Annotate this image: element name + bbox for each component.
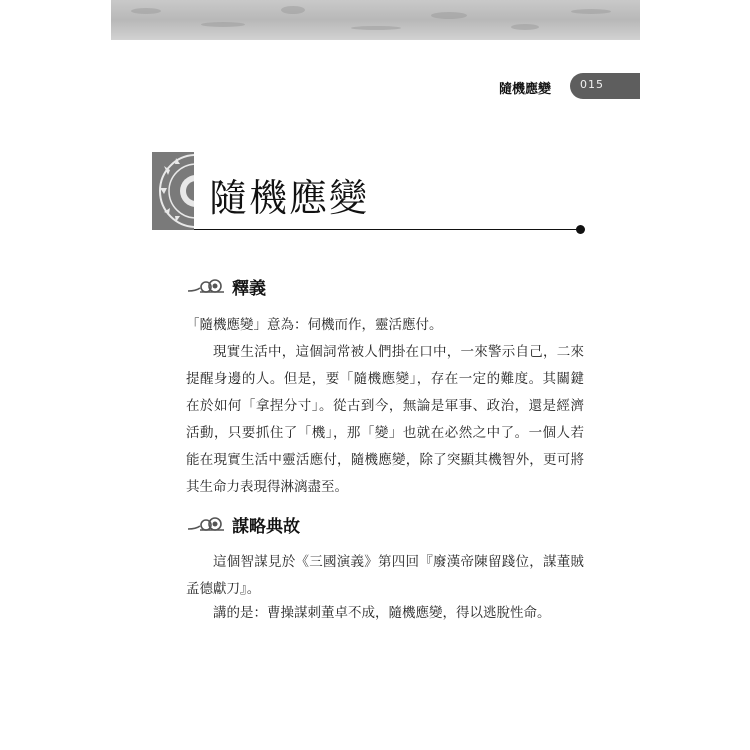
cloud-ornament-icon [186,277,226,297]
title-underline-dot [576,225,585,234]
paragraph-definition: 「隨機應變」意為：伺機而作，靈活應付。 [186,317,443,333]
paragraph-explanation: 現實生活中，這個詞常被人們掛在口中，一來警示自己，二來提醒身邊的人。但是，要「隨機應變」，存在一定的難度。其關鍵在於如何「拿捏分寸」。從古到今，無論是軍事、政治，還是經濟活動，只要抓住了「機」，那「變」也就在必然之中了。一個人若能在現實生活中靈活應付，隨機應變，除了突顯其機智外，更可將其生命力表現得淋漓盡至。 [186,344,584,495]
running-header-title: 隨機應變 [498,82,551,97]
book-page [111,0,640,750]
section-heading-label: 釋義 [232,279,266,299]
section-heading-label: 謀略典故 [232,517,300,537]
page-number-tab [570,73,640,99]
paragraph-summary: 講的是：曹操謀刺董卓不成，隨機應變，得以逃脫性命。 [213,605,551,621]
chapter-emblem-icon [152,152,194,230]
title-underline [194,229,580,230]
section-heading-meaning [186,274,266,299]
cloud-ornament-icon [186,515,226,535]
chapter-title: 隨機應變 [209,176,370,220]
top-texture-band [111,0,640,40]
paragraph-source: 這個智謀見於《三國演義》第四回『廢漢帝陳留踐位，謀董賊孟德獻刀』。 [186,554,584,597]
page-number: 015 [580,78,604,91]
section-heading-story [186,512,300,537]
